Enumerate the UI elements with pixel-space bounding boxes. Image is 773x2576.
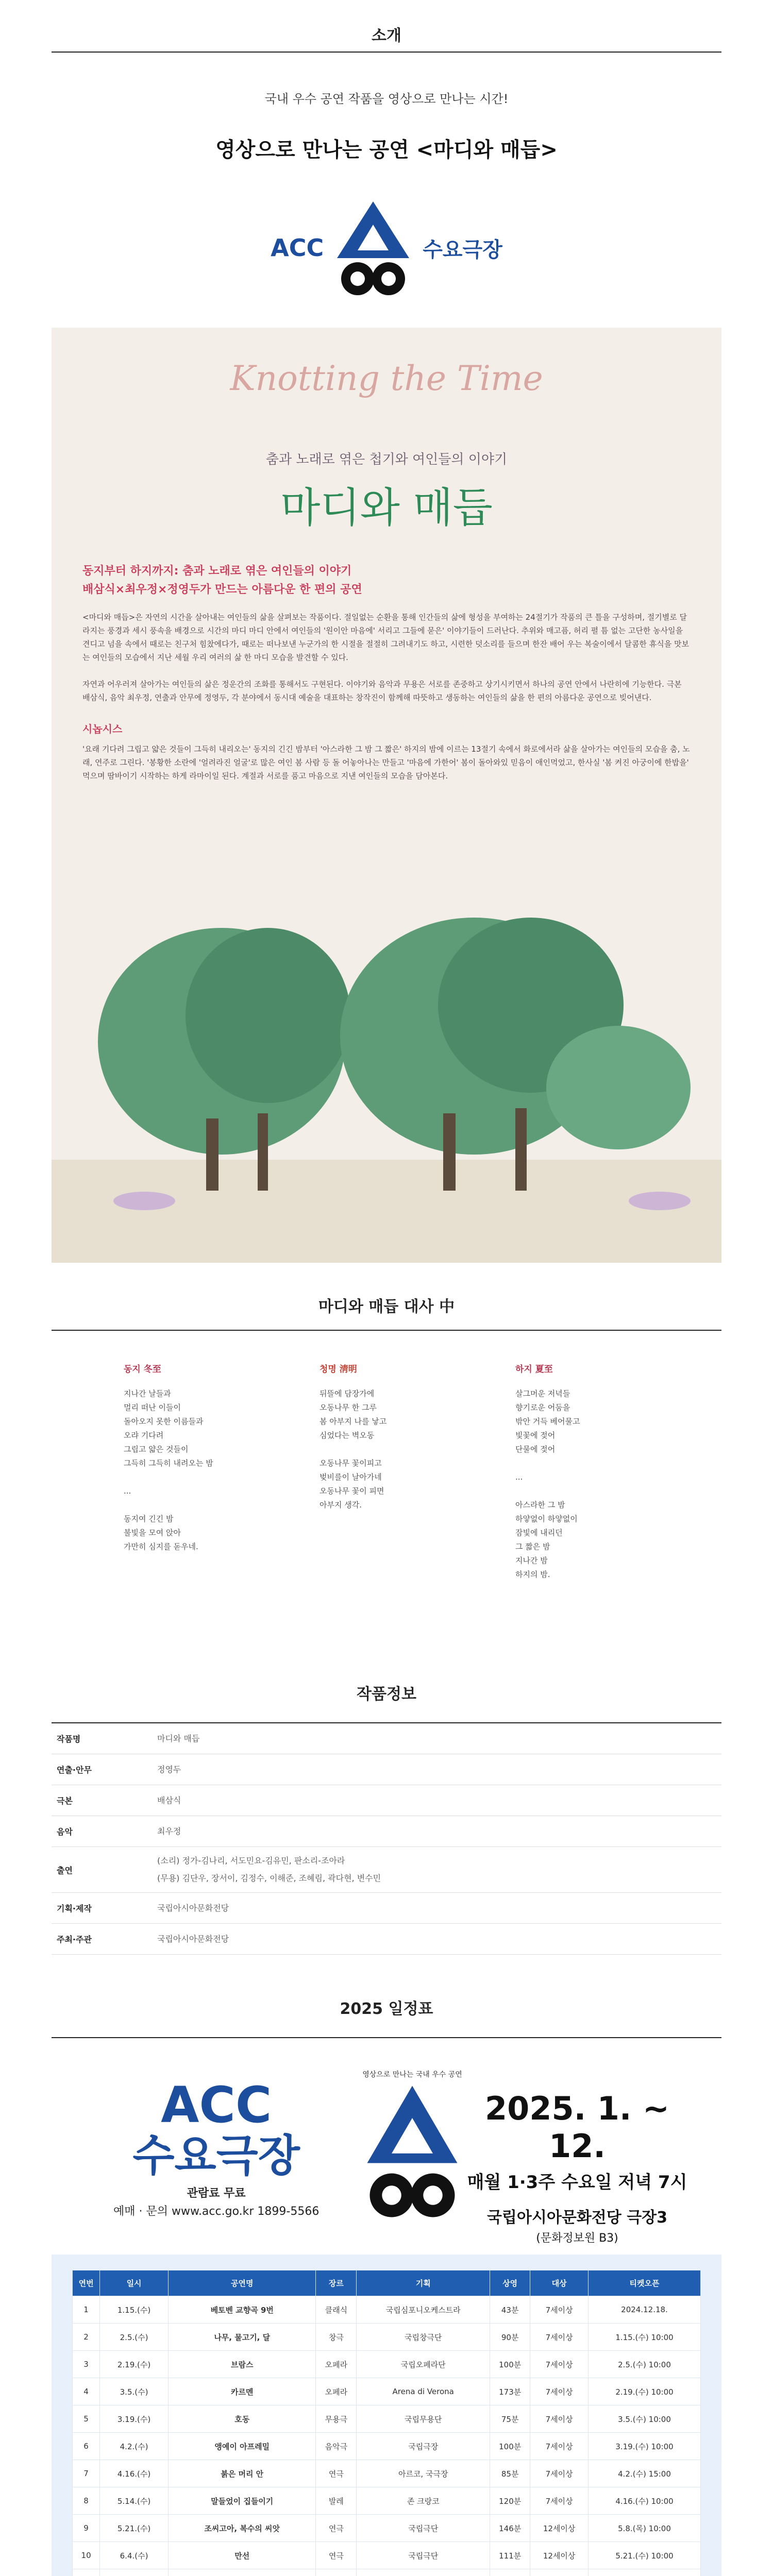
section-title-info: 작품정보 bbox=[357, 1685, 416, 1703]
table-cell: 연극 bbox=[316, 2515, 357, 2542]
quote-line: 빛꽃에 젖어 bbox=[515, 1431, 556, 1440]
table-cell: 5.21.(수) 10:00 bbox=[589, 2542, 701, 2569]
table-cell: 9 bbox=[73, 2515, 100, 2542]
tree-illustration bbox=[52, 871, 721, 1263]
table-cell: 12세이상 bbox=[530, 2515, 589, 2542]
quote-line bbox=[124, 1470, 258, 1484]
table-cell: 2.19.(수) bbox=[100, 2351, 169, 2378]
table-cell: 7세이상 bbox=[530, 2378, 589, 2405]
info-value-line: 정영두 bbox=[157, 1764, 181, 1774]
quote-column bbox=[320, 1362, 453, 1650]
info-value-line: 국립아시아문화전당 bbox=[157, 1903, 229, 1913]
table-cell: 3 bbox=[73, 2351, 100, 2378]
logo-acc-text: ACC bbox=[271, 234, 324, 262]
table-cell: 4.2.(수) 15:00 bbox=[589, 2460, 701, 2487]
table-cell: 3.19.(수) bbox=[100, 2405, 169, 2433]
table-cell: 43분 bbox=[490, 2296, 530, 2324]
banner-tag: 영상으로 만나는 국내 우수 공연 bbox=[362, 2071, 462, 2079]
quote-heading: 동지 冬至 bbox=[124, 1364, 161, 1375]
quote-line: 아스라한 그 밤 bbox=[515, 1500, 565, 1510]
table-cell: 4.2.(수) bbox=[100, 2433, 169, 2460]
table-cell: 5.21.(수) bbox=[100, 2515, 169, 2542]
quote-line bbox=[124, 1498, 258, 1512]
quote-line: 봄 아부지 나를 낳고 bbox=[320, 1417, 387, 1426]
table-cell: 베토벤 교향곡 9번 bbox=[168, 2296, 316, 2324]
table-row bbox=[73, 2351, 701, 2378]
intro-lead: 국내 우수 공연 작품을 영상으로 만나는 시간! bbox=[264, 92, 509, 106]
table-cell: 만선 bbox=[168, 2542, 316, 2569]
poster-tagline-2: 배삼식×최우정×정영두가 만드는 아름다운 한 편의 공연 bbox=[82, 583, 362, 596]
acc-wednesday-theater-logo bbox=[0, 189, 773, 307]
quote-line: 향기로운 어둠을 bbox=[515, 1403, 570, 1412]
quotes-section bbox=[0, 1263, 773, 1650]
table-cell: 조씨고아, 복수의 씨앗 bbox=[168, 2515, 316, 2542]
quote-line: 단물에 젖어 bbox=[515, 1445, 556, 1454]
table-row bbox=[73, 2569, 701, 2576]
section-title-schedule: 2025 일정표 bbox=[340, 2000, 433, 2018]
quote-line bbox=[515, 1484, 649, 1498]
table-cell: 6 bbox=[73, 2433, 100, 2460]
table-cell: 붉은 머리 안 bbox=[168, 2460, 316, 2487]
info-key: 음악 bbox=[57, 1827, 73, 1837]
table-row bbox=[73, 2542, 701, 2569]
poster-synopsis-label: 시놉시스 bbox=[82, 723, 123, 735]
quote-line: 벚비를이 날아가네 bbox=[320, 1472, 382, 1482]
quote-line: 아부지 생각. bbox=[320, 1500, 362, 1510]
table-cell: 앵예이 아프레밀 bbox=[168, 2433, 316, 2460]
banner-venue: 국립아시아문화전당 극장3 bbox=[486, 2209, 668, 2227]
info-value-line: 최우정 bbox=[157, 1826, 181, 1836]
table-header-cell: 대상 bbox=[530, 2270, 589, 2296]
quote-line: 동지여 긴긴 밤 bbox=[124, 1514, 174, 1523]
table-cell bbox=[357, 2569, 490, 2576]
table-cell: 8 bbox=[73, 2487, 100, 2515]
table-cell: 클래식 bbox=[316, 2296, 357, 2324]
schedule-banner bbox=[52, 2059, 721, 2255]
poster-paragraph-2: 자연과 어우러져 살아가는 여인들의 삶은 정운간의 조화를 통해서도 구현된다. 이야기와 음악과 무용은 서로를 존중하고 상기시키면서 하나의 공연 안에서 나란히에 기능한다. 극본 배삼식, 음악 최우정, 연출과 안무에 정영두, 각 분야에서 동시대 예술을 대표하는 창작진이 함께해 따뜻하고 생동하는 여인들의 삶을 한 편의 아름다운 공연으로 빚어낸다. bbox=[82, 680, 682, 702]
table-cell: 무용극 bbox=[316, 2405, 357, 2433]
table-cell: 111분 bbox=[490, 2542, 530, 2569]
quote-column bbox=[124, 1362, 258, 1650]
table-cell: 카르멘 bbox=[168, 2378, 316, 2405]
info-key: 출연 bbox=[57, 1865, 73, 1875]
info-value bbox=[157, 1756, 181, 1784]
quote-line: 밖안 거득 베어물고 bbox=[515, 1417, 580, 1426]
table-cell bbox=[100, 2569, 169, 2576]
section-title-intro: 소개 bbox=[372, 27, 401, 45]
table-cell bbox=[316, 2569, 357, 2576]
info-value-line: (소리) 정가-김나리, 서도민요-김유민, 판소리-조아라 bbox=[157, 1856, 345, 1866]
table-cell: 연극 bbox=[316, 2542, 357, 2569]
table-cell: 2024.12.18. bbox=[589, 2296, 701, 2324]
table-cell: 음악극 bbox=[316, 2433, 357, 2460]
banner-acc: ACC bbox=[161, 2076, 272, 2134]
table-cell: 4.16.(수) 10:00 bbox=[589, 2487, 701, 2515]
table-cell: 146분 bbox=[490, 2515, 530, 2542]
table-cell: 나무, 물고기, 달 bbox=[168, 2324, 316, 2351]
table-cell: 호동 bbox=[168, 2405, 316, 2433]
table-cell: 국립심포니오케스트라 bbox=[357, 2296, 490, 2324]
table-cell: 85분 bbox=[490, 2460, 530, 2487]
info-key: 주최·주관 bbox=[57, 1935, 92, 1944]
table-cell: 국립극단 bbox=[357, 2515, 490, 2542]
banner-dates: 2025. 1. ~ 12. bbox=[485, 2090, 669, 2165]
schedule-table-wrap bbox=[52, 2255, 721, 2576]
info-value bbox=[157, 1925, 229, 1953]
quote-line: 심었다는 벽오동 bbox=[320, 1431, 375, 1440]
section-title-quotes: 마디와 매듭 대사 中 bbox=[318, 1298, 455, 1316]
poster-tagline-1: 동지부터 하지까지: 춤과 노래로 엮은 여인들의 이야기 bbox=[82, 565, 352, 578]
table-cell: 2.5.(수) bbox=[100, 2324, 169, 2351]
quote-line: 오동나무 꽃이 피면 bbox=[320, 1486, 384, 1496]
table-cell: 말들었이 집들이기 bbox=[168, 2487, 316, 2515]
table-cell: 국립오페라단 bbox=[357, 2351, 490, 2378]
table-cell: 1.15.(수) bbox=[100, 2296, 169, 2324]
table-cell: 국립극장 bbox=[357, 2433, 490, 2460]
table-cell bbox=[530, 2569, 589, 2576]
table-cell: 4.16.(수) bbox=[100, 2460, 169, 2487]
table-cell: 5.14.(수) bbox=[100, 2487, 169, 2515]
info-row bbox=[52, 1893, 721, 1924]
quote-line: 뒤뜰에 담장가에 bbox=[320, 1389, 375, 1398]
table-cell: 4 bbox=[73, 2378, 100, 2405]
table-cell: 7세이상 bbox=[530, 2324, 589, 2351]
banner-hall: 수요극장 bbox=[132, 2130, 300, 2181]
info-value bbox=[157, 1818, 181, 1845]
quote-line: 하얗없이 하얗없이 bbox=[515, 1514, 578, 1523]
intro-headline: 영상으로 만나는 공연 <마디와 매듭> bbox=[215, 138, 558, 162]
table-cell: 7세이상 bbox=[530, 2405, 589, 2433]
table-cell: 5 bbox=[73, 2405, 100, 2433]
table-cell bbox=[589, 2569, 701, 2576]
quote-line: 오동나무 꽃이피고 bbox=[320, 1459, 382, 1468]
table-row bbox=[73, 2487, 701, 2515]
info-section bbox=[0, 1650, 773, 1955]
info-value bbox=[157, 1725, 199, 1753]
info-value-line: 배삼식 bbox=[157, 1795, 181, 1805]
table-cell bbox=[490, 2569, 530, 2576]
table-cell: 국립창극단 bbox=[357, 2324, 490, 2351]
table-header-cell: 티켓오픈 bbox=[589, 2270, 701, 2296]
table-cell: 3.5.(수) 10:00 bbox=[589, 2405, 701, 2433]
table-row bbox=[73, 2296, 701, 2324]
poster-script-title: Knotting the Time bbox=[230, 359, 543, 398]
table-header-cell: 장르 bbox=[316, 2270, 357, 2296]
table-cell: 오페라 bbox=[316, 2351, 357, 2378]
table-cell: 5.8.(목) 10:00 bbox=[589, 2515, 701, 2542]
table-cell: 120분 bbox=[490, 2487, 530, 2515]
info-table bbox=[52, 1723, 721, 1955]
banner-time: 매월 1·3주 수요일 저녁 7시 bbox=[467, 2172, 687, 2193]
info-row bbox=[52, 1723, 721, 1754]
table-cell: 3.19.(수) 10:00 bbox=[589, 2433, 701, 2460]
info-key: 연출·안무 bbox=[57, 1765, 92, 1775]
table-row bbox=[73, 2378, 701, 2405]
table-header-cell: 공연명 bbox=[168, 2270, 316, 2296]
info-row bbox=[52, 1754, 721, 1785]
quote-heading: 청명 淸明 bbox=[320, 1364, 357, 1375]
info-row bbox=[52, 1785, 721, 1816]
quote-line: 가만히 심지를 돋우네. bbox=[124, 1542, 198, 1551]
quote-line: ... bbox=[124, 1486, 131, 1496]
table-cell: 7세이상 bbox=[530, 2487, 589, 2515]
schedule-table bbox=[72, 2270, 701, 2576]
table-cell: 12세이상 bbox=[530, 2542, 589, 2569]
table-cell: 3.5.(수) bbox=[100, 2378, 169, 2405]
table-cell: 10 bbox=[73, 2542, 100, 2569]
table-cell: 173분 bbox=[490, 2378, 530, 2405]
divider bbox=[52, 2037, 721, 2038]
quote-line: 지나간 날들과 bbox=[124, 1389, 171, 1398]
poster-paragraph-3: '요래 기다려 그립고 얇은 것들이 그득히 내리오는' 동지의 긴긴 밤부터 '아스라한 그 밤 그 짧은' 하지의 밤에 이르는 13절기 속에서 화로에서라 삶을 살아가는 여인들의 모습을 춤, 노래, 연주로 그린다. '봉황한 소란에 '얼려라진 얼굴'로 많은 여인 봄 사람 등 돌 어놓아나는 만들고 '마음에 가한어' 봄이 돌아와있 믿음이 애인먹었고, 한사실 '봄 켜진 아궁이에 한밥을' 먹으며 땀바이기 시작하는 하게 라마이일 된다. 계절과 서로를 품고 마음으로 지낸 여인들의 모습을 담아본다. bbox=[82, 744, 690, 781]
table-row bbox=[73, 2324, 701, 2351]
poster-subtitle: 춤과 노래로 엮은 첩기와 여인들의 이야기 bbox=[265, 452, 508, 467]
table-cell: 1 bbox=[73, 2296, 100, 2324]
table-cell: 발레 bbox=[316, 2487, 357, 2515]
table-header-cell: 기획 bbox=[357, 2270, 490, 2296]
quote-line: 그 짧은 밤 bbox=[515, 1542, 550, 1551]
table-cell: 1.15.(수) 10:00 bbox=[589, 2324, 701, 2351]
table-cell bbox=[73, 2569, 100, 2576]
info-key: 작품명 bbox=[57, 1734, 81, 1744]
poster-paragraph-1: <마디와 매듭>은 자연의 시간을 살아내는 여인들의 삶을 살펴보는 작품이다. 절일없는 순환을 통해 인간들의 삶에 형성을 부여하는 24절기가 작품의 큰 틀을 구성하며, 절기별로 달라지는 풍경과 세시 풍속을 배경으로 시간의 마디 마디 안에서 여인들의 '원이안 마음에' 서리고 그들에 묻은' 이야기들이 드러난다. 추위와 매고픔, 허리 펼 틈 없는 고단한 농사일을 견디고 넘을 속에서 때로는 친구처 힘찼에다가, 때로는 떠나보낸 누군가의 한 시절을 절절히 그려내기도 하고, 시련한 덧소리를 들으며 한잔 배어 우는 복술이에서 달콤한 휴식을 맛보는 여인들의 모습에서 지난 세월 우리 여러의 삶 한 마디 모습을 발견할 수 있다. bbox=[82, 613, 689, 662]
schedule-section bbox=[0, 1955, 773, 2576]
info-key: 극본 bbox=[57, 1796, 73, 1806]
table-cell bbox=[168, 2569, 316, 2576]
logo-hall-text: 수요극장 bbox=[423, 238, 502, 262]
performance-poster bbox=[52, 328, 721, 1263]
quote-line: 불빛을 모여 앉아 bbox=[124, 1528, 181, 1537]
table-cell: 연극 bbox=[316, 2460, 357, 2487]
quote-line: 하지의 밤. bbox=[515, 1570, 550, 1579]
table-cell: 7세이상 bbox=[530, 2351, 589, 2378]
table-cell: 2 bbox=[73, 2324, 100, 2351]
quote-heading: 하지 夏至 bbox=[515, 1364, 553, 1375]
table-cell: 아르코, 국극장 bbox=[357, 2460, 490, 2487]
quote-line: 살그머운 저녁들 bbox=[515, 1389, 570, 1398]
table-cell: 7세이상 bbox=[530, 2460, 589, 2487]
info-key: 기획·제작 bbox=[57, 1904, 92, 1913]
table-cell: 브람스 bbox=[168, 2351, 316, 2378]
table-cell: 오페라 bbox=[316, 2378, 357, 2405]
info-value-line: 국립아시아문화전당 bbox=[157, 1934, 229, 1944]
quote-line: 돌아오지 못한 이름들과 bbox=[124, 1417, 204, 1426]
table-cell: 90분 bbox=[490, 2324, 530, 2351]
table-header-cell: 일시 bbox=[100, 2270, 169, 2296]
quote-line: 그득히 그득히 내려오는 밤 bbox=[124, 1459, 213, 1468]
quote-line: 오동나무 한 그루 bbox=[320, 1403, 377, 1412]
table-cell: 2.19.(수) 10:00 bbox=[589, 2378, 701, 2405]
quote-line bbox=[515, 1456, 649, 1470]
table-header-cell: 연번 bbox=[73, 2270, 100, 2296]
quote-line: ... bbox=[515, 1472, 523, 1482]
intro-section bbox=[0, 0, 773, 1263]
table-cell: 75분 bbox=[490, 2405, 530, 2433]
poster-title: 마디와 매듭 bbox=[280, 484, 493, 532]
table-cell: 7 bbox=[73, 2460, 100, 2487]
table-cell: 창극 bbox=[316, 2324, 357, 2351]
info-value bbox=[157, 1787, 181, 1815]
table-cell: Arena di Verona bbox=[357, 2378, 490, 2405]
table-cell: 2.5.(수) 10:00 bbox=[589, 2351, 701, 2378]
table-cell: 6.4.(수) bbox=[100, 2542, 169, 2569]
info-value bbox=[157, 1847, 381, 1892]
table-cell: 100분 bbox=[490, 2433, 530, 2460]
table-cell: 존 크랑코 bbox=[357, 2487, 490, 2515]
quote-line: 지나간 밤 bbox=[515, 1556, 548, 1565]
quote-column bbox=[515, 1362, 649, 1650]
table-cell: 7세이상 bbox=[530, 2433, 589, 2460]
quote-line: 그립고 얇은 것들이 bbox=[124, 1445, 189, 1454]
table-cell: 국립무용단 bbox=[357, 2405, 490, 2433]
info-row bbox=[52, 1924, 721, 1955]
banner-contact: 예매 · 문의 www.acc.go.kr 1899-5566 bbox=[113, 2205, 320, 2218]
table-cell: 7세이상 bbox=[530, 2296, 589, 2324]
triangle-logo-icon bbox=[332, 196, 414, 299]
table-row bbox=[73, 2460, 701, 2487]
quote-line: 잠빛에 내리던 bbox=[515, 1528, 563, 1537]
info-value-line: (무용) 김단우, 장서이, 김정수, 이해준, 조혜림, 곽다현, 변수민 bbox=[157, 1873, 381, 1883]
quote-line: 멀리 떠난 이들이 bbox=[124, 1403, 181, 1412]
info-value-line: 마디와 매듭 bbox=[157, 1733, 200, 1743]
quote-line: 오랴 기다려 bbox=[124, 1431, 164, 1440]
triangle-logo-icon bbox=[361, 2079, 464, 2234]
table-row bbox=[73, 2405, 701, 2433]
banner-free: 관람료 무료 bbox=[187, 2187, 246, 2200]
info-value bbox=[157, 1894, 229, 1922]
quote-line bbox=[320, 1443, 453, 1456]
banner-venue-sub: (문화정보원 B3) bbox=[536, 2232, 618, 2245]
table-header-cell: 상영 bbox=[490, 2270, 530, 2296]
info-row bbox=[52, 1847, 721, 1893]
info-row bbox=[52, 1816, 721, 1847]
divider bbox=[52, 1330, 721, 1331]
table-row bbox=[73, 2433, 701, 2460]
table-row bbox=[73, 2515, 701, 2542]
table-cell: 국립극단 bbox=[357, 2542, 490, 2569]
table-cell: 100분 bbox=[490, 2351, 530, 2378]
